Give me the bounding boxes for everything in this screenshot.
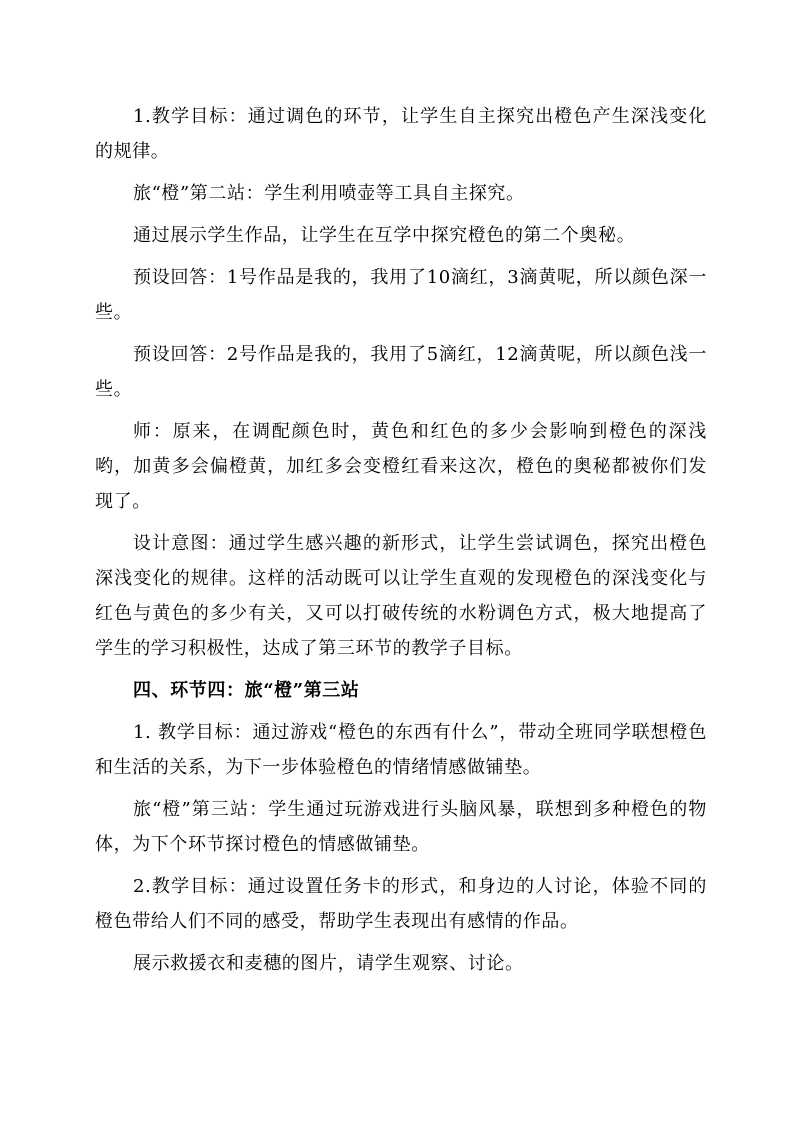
paragraph-objective-game: 1. 教学目标：通过游戏“橙色的东西有什么”，带动全班同学联想橙色和生活的关系，为下一步体验橙色的情绪情感做铺垫。 — [95, 722, 707, 778]
paragraph-design-intent: 设计意图：通过学生感兴趣的新形式，让学生尝试调色，探究出橙色深浅变化的规律。这样的活动既可以让学生直观的发现橙色的深浅变化与红色与黄色的多少有关，又可以打破传统的水粉调色方式，极大地提高了学生的学习积极性，达成了第三环节的教学子目标。 — [95, 533, 707, 659]
paragraph-objective-2: 2.教学目标：通过设置任务卡的形式，和身边的人讨论，体验不同的橙色带给人们不同的感受，帮助学生表现出有感情的作品。 — [95, 876, 707, 932]
paragraph-answer-1: 预设回答：1号作品是我的，我用了10滴红，3滴黄呢，所以颜色深一些。 — [95, 267, 707, 323]
paragraph-station-3: 旅“橙”第三站：学生通过玩游戏进行头脑风暴，联想到多种橙色的物体，为下个环节探讨橙色的情感做铺垫。 — [95, 799, 707, 855]
paragraph-teacher: 师：原来，在调配颜色时，黄色和红色的多少会影响到橙色的深浅哟，加黄多会偏橙黄，加红多会变橙红看来这次，橙色的奥秘都被你们发现了。 — [95, 421, 707, 512]
paragraph-show-pictures: 展示救援衣和麦穗的图片，请学生观察、讨论。 — [133, 953, 524, 974]
section-heading-4: 四、环节四：旅“橙”第三站 — [133, 680, 360, 701]
paragraph-showcase: 通过展示学生作品，让学生在互学中探究橙色的第二个奥秘。 — [133, 225, 636, 246]
paragraph-answer-2: 预设回答：2号作品是我的，我用了5滴红，12滴黄呢，所以颜色浅一些。 — [95, 344, 707, 400]
document-body — [95, 99, 707, 981]
paragraph-station-2: 旅“橙”第二站：学生利用喷壶等工具自主探究。 — [133, 183, 525, 204]
paragraph-objective-1: 1.教学目标：通过调色的环节，让学生自主探究出橙色产生深浅变化的规律。 — [95, 106, 707, 162]
